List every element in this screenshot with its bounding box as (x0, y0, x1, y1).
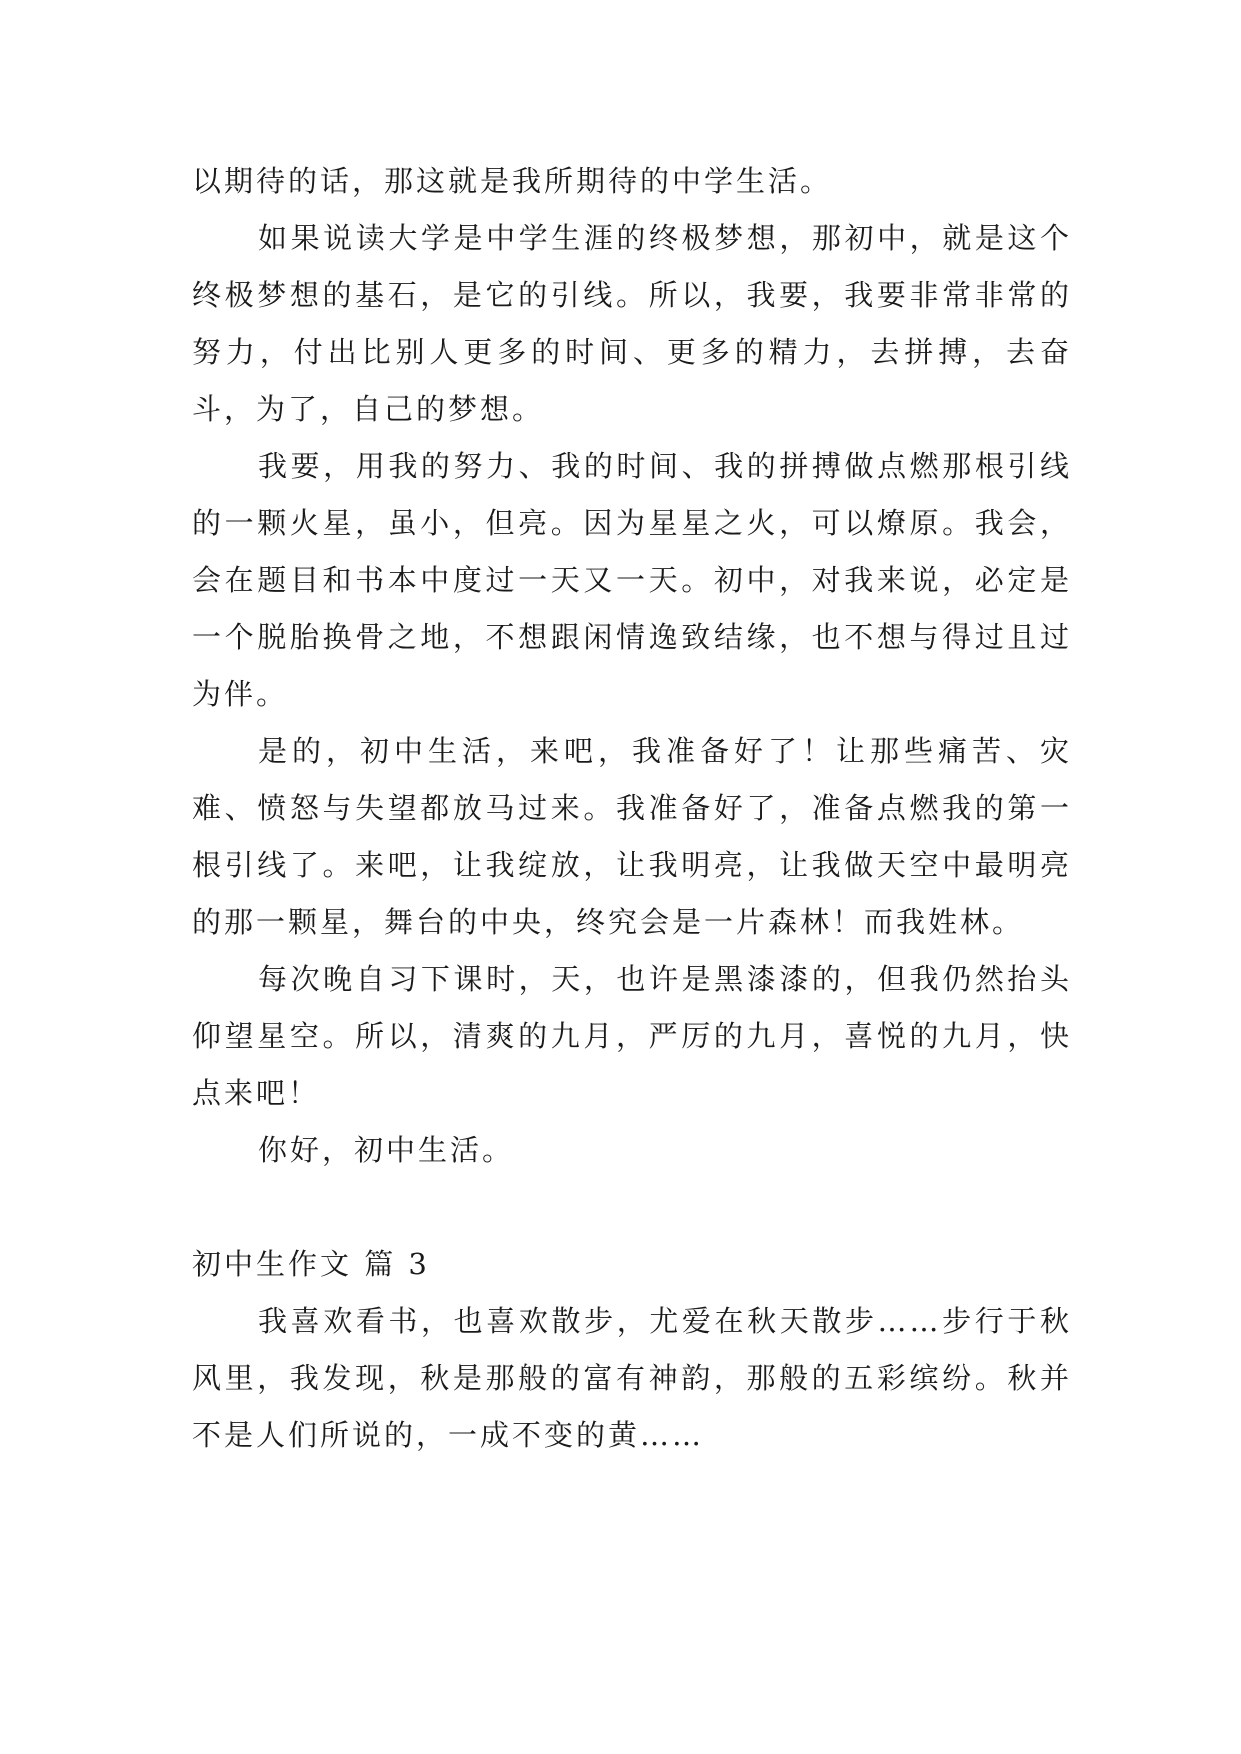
section-gap (192, 1179, 1072, 1236)
document-body (192, 153, 1072, 1464)
paragraph: 我要，用我的努力、我的时间、我的拼搏做点燃那根引线的一颗火星，虽小，但亮。因为星星之火，可以燎原。我会，会在题目和书本中度过一天又一天。初中，对我来说，必定是一个脱胎换骨之地，不想跟闲情逸致结缘，也不想与得过且过为伴。 (192, 449, 1072, 711)
paragraph-continuation: 以期待的话，那这就是我所期待的中学生活。 (192, 164, 833, 198)
paragraph: 如果说读大学是中学生涯的终极梦想，那初中，就是这个终极梦想的基石，是它的引线。所以，我要，我要非常非常的努力，付出比别人更多的时间、更多的精力，去拼搏，去奋斗，为了，自己的梦想。 (192, 221, 1072, 426)
paragraph: 是的，初中生活，来吧，我准备好了！让那些痛苦、灾难、愤怒与失望都放马过来。我准备好了，准备点燃我的第一根引线了。来吧，让我绽放，让我明亮，让我做天空中最明亮的那一颗星，舞台的中央，终究会是一片森林！而我姓林。 (192, 734, 1072, 939)
paragraph: 我喜欢看书，也喜欢散步，尤爱在秋天散步……步行于秋风里，我发现，秋是那般的富有神韵，那般的五彩缤纷。秋并不是人们所说的，一成不变的黄…… (192, 1304, 1072, 1452)
paragraph: 你好，初中生活。 (258, 1133, 515, 1167)
section-heading: 初中生作文 篇 3 (192, 1247, 430, 1281)
paragraph: 每次晚自习下课时，天，也许是黑漆漆的，但我仍然抬头仰望星空。所以，清爽的九月，严厉的九月，喜悦的九月，快点来吧！ (192, 962, 1072, 1110)
